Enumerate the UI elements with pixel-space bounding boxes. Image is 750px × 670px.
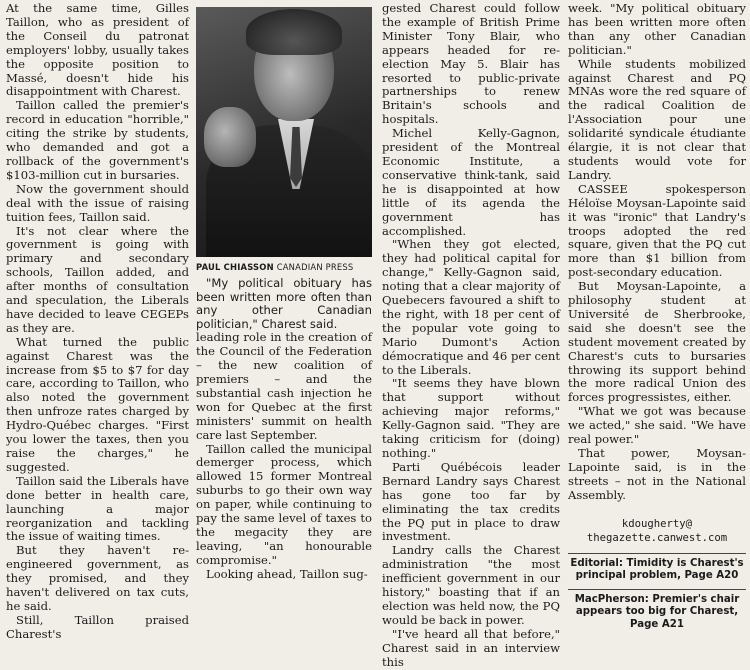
news-photo bbox=[196, 7, 372, 257]
paragraph: It's not clear where the government is going with primary and secondary schools, Taillon added, and after months of consultation and speculation, the Liberals have decided to leave CEGEPs as they are. bbox=[6, 223, 189, 335]
photo-figure-hair bbox=[246, 9, 342, 55]
paragraph: "I've heard all that before," Charest said in an interview this bbox=[382, 626, 560, 669]
photo-credit bbox=[196, 261, 372, 275]
related-editorial: Editorial: Timidity is Charest's principal problem, Page A20 bbox=[570, 557, 744, 582]
paragraph: leading role in the creation of the Council of the Federation – the new coalition of premiers – and the substantial cash injection he won for Quebec at the first ministers' summit on health care last September. bbox=[196, 330, 372, 442]
paragraph: What turned the public against Charest was the increase from $5 to $7 for day care, according to Taillon, who also noted the government then unfroze rates charged by Hydro-Québec charges. "First you lower the taxes, then you raise the charges," he suggested. bbox=[6, 334, 189, 474]
paragraph: "It seems they have blown that support without achieving major reforms," Kelly-Gagnon said. "They are taking criticism for (doing) nothing." bbox=[382, 376, 560, 460]
photo-caption: "My political obituary has been written more often than any other Canadian politician," Charest said. bbox=[196, 275, 372, 331]
column-2 bbox=[196, 7, 372, 582]
paragraph: Now the government should deal with the issue of raising tuition fees, Taillon said. bbox=[6, 181, 189, 224]
paragraph: That power, Moysan-Lapointe said, is in the streets – not in the National Assembly. bbox=[568, 446, 746, 502]
paragraph: Looking ahead, Taillon sug- bbox=[206, 566, 368, 581]
photo-credit-name: PAUL CHIASSON bbox=[196, 262, 274, 272]
column-3 bbox=[382, 2, 560, 670]
paragraph: Taillon called the premier's record in education "horrible," citing the strike by students, who demanded and got a rollback of the government's $103-million cut in bursaries. bbox=[6, 98, 189, 182]
paragraph: At the same time, Gilles Taillon, who as president of the Conseil du patronat employers' lobby, usually takes the opposite position to Massé, doesn't hide his disappointment with Charest. bbox=[6, 1, 189, 99]
paragraph: "When they got elected, they had political capital for change," Kelly-Gagnon said, noting that a clear majority of Quebecers favoured a shift to the right, with 18 per cent of the popular vote going to Mario Dumont's Action démocratique and 46 per cent to the Liberals. bbox=[382, 237, 560, 377]
paragraph: Still, Taillon praised Charest's bbox=[6, 612, 189, 641]
author-site: thegazette.canwest.com bbox=[586, 531, 728, 544]
paragraph: week. "My political obituary has been written more often than any other Canadian politician." bbox=[568, 1, 746, 57]
related-column: MacPherson: Premier's chair appears too big for Charest, Page A21 bbox=[574, 593, 740, 630]
author-email: kdougherty@ bbox=[621, 517, 693, 530]
photo-credit-agency: CANADIAN PRESS bbox=[276, 262, 354, 272]
column-1 bbox=[6, 2, 189, 642]
photo-figure-hand bbox=[204, 107, 256, 167]
column-4 bbox=[568, 2, 746, 632]
paragraph: "What we got was because we acted," she said. "We have real power." bbox=[568, 404, 746, 447]
paragraph: Michel Kelly-Gagnon, president of the Montreal Economic Institute, a conservative think-tank, said he is disappointed at how little of its agenda the government has accomplished. bbox=[382, 126, 560, 238]
paragraph: While students mobilized against Charest and PQ MNAs wore the red square of the radical Coalition de l'Association pour une solidarité syndicale étudiante élargie, it is not clear that students would vote for Landry. bbox=[568, 56, 746, 182]
divider bbox=[568, 589, 746, 590]
paragraph: Taillon said the Liberals have done better in health care, launching a major reorganization and tackling the issue of waiting times. bbox=[6, 473, 189, 544]
author-byline bbox=[568, 517, 746, 545]
paragraph: gested Charest could follow the example of British Prime Minister Tony Blair, who appears headed for re-election May 5. Blair has resorted to public-private partnerships to renew Britain's schools and hospitals. bbox=[382, 1, 560, 127]
paragraph: But they haven't re-engineered government, as they promised, and they haven't delivered on tax cuts, he said. bbox=[6, 543, 189, 613]
paragraph: CASSEE spokesperson Héloïse Moysan-Lapointe said it was "ironic" that Landry's troops adopted the red square, given that the PQ cut more than $1 billion from post-secondary education. bbox=[568, 181, 746, 280]
paragraph: Landry calls the Charest administration "the most inefficient government in our history," boasting that if an election was held now, the PQ would be back in power. bbox=[382, 543, 560, 627]
paragraph: Parti Québécois leader Bernard Landry says Charest has gone too far by eliminating the tax credits the PQ put in place to draw investment. bbox=[382, 459, 560, 544]
paragraph: But Moysan-Lapointe, a philosophy student at Université de Sherbrooke, said she doesn't see the student movement created by Charest's cuts to bursaries throwing its support behind the more radical Union des forces progressistes, either. bbox=[568, 279, 746, 405]
divider bbox=[568, 553, 746, 554]
paragraph: Taillon called the municipal demerger process, which allowed 15 former Montreal suburbs to go their own way on paper, while continuing to pay the same level of taxes to the megacity they are leaving, "an honourable compromise." bbox=[196, 441, 372, 567]
